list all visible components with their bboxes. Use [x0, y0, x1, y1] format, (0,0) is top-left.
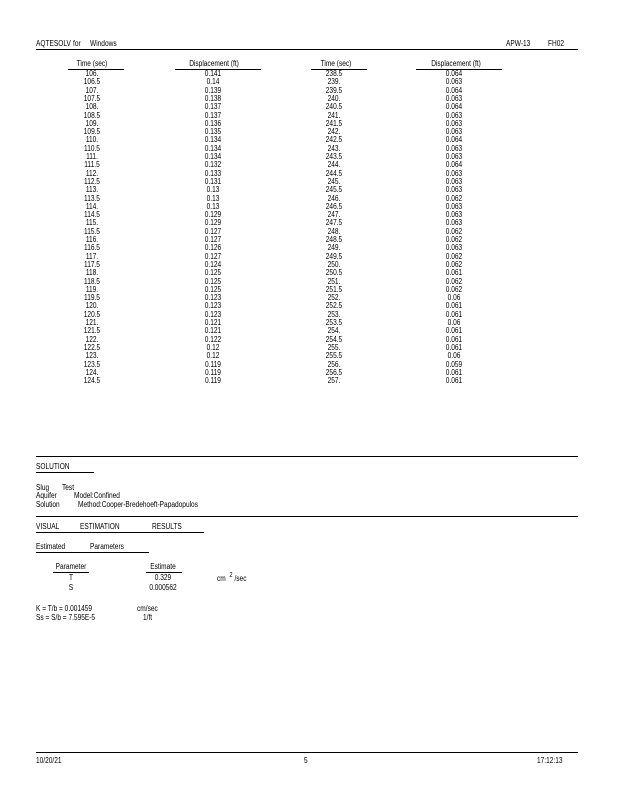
time-2-cell: 257. — [327, 376, 341, 386]
disp-2-cell: 0.063 — [445, 168, 463, 178]
disp-2-cell: 0.06 — [447, 293, 461, 303]
time-1-cell: 108. — [85, 102, 99, 112]
time-1-cell: 106.5 — [83, 77, 101, 87]
time-2-cell: 246. — [327, 193, 341, 203]
disp-2-cell: 0.063 — [445, 127, 463, 137]
time-1-cell: 111. — [86, 152, 98, 161]
time-1-cell: 107.5 — [83, 93, 101, 103]
time-2-cell: 249.5 — [325, 251, 343, 261]
time-2-cell: 244.5 — [325, 168, 343, 178]
time-1-cell: 115. — [85, 218, 99, 228]
footer-rule — [36, 752, 578, 753]
test-code: FH02 — [548, 39, 565, 48]
disp-1-cell: 0.137 — [204, 110, 222, 120]
time-2-cell: 241.5 — [325, 118, 343, 128]
disp-1-cell: 0.136 — [204, 118, 222, 128]
time-2-cell: 238.5 — [325, 69, 343, 78]
time-2-cell: 245.5 — [325, 185, 343, 195]
disp-1-cell: 0.125 — [204, 268, 222, 278]
disp-1-cell: 0.134 — [204, 152, 222, 161]
disp-2-cell: 0.062 — [445, 251, 463, 261]
time-1-cell: 124. — [85, 367, 99, 377]
time-1-cell: 122. — [85, 334, 99, 344]
estimation-word: ESTIMATION — [80, 522, 120, 531]
time-2-cell: 243.5 — [325, 152, 343, 161]
disp-2-cell: 0.062 — [445, 276, 463, 286]
time-2-cell: 246.5 — [325, 201, 343, 211]
time-1-cell: 120.5 — [83, 309, 101, 319]
time-1-cell: 110. — [85, 135, 99, 145]
disp-1-cell: 0.133 — [204, 168, 222, 178]
time-1-cell: 118.5 — [84, 276, 100, 286]
time-2-cell: 249. — [327, 243, 341, 253]
time-2-cell: 253.5 — [325, 318, 343, 327]
time-2-cell: 239.5 — [325, 85, 343, 95]
table-row — [0, 377, 618, 385]
disp-1-cell: 0.123 — [204, 309, 222, 319]
disp-1-cell: 0.12 — [206, 342, 220, 352]
time-1-cell: 119.5 — [84, 293, 100, 303]
time-2-cell: 252. — [327, 293, 341, 303]
disp-2-cell: 0.061 — [445, 342, 463, 352]
disp-2-cell: 0.063 — [445, 143, 463, 153]
disp-2-cell: 0.062 — [445, 226, 463, 236]
disp-1-cell: 0.119 — [205, 367, 221, 377]
K-unit: cm/sec — [137, 604, 158, 613]
disp-2-cell: 0.062 — [445, 235, 463, 244]
disp-2-cell: 0.061 — [445, 301, 463, 311]
time-1-cell: 121.5 — [83, 326, 101, 336]
solution-label: Solution — [36, 500, 60, 509]
time-2-cell: 245. — [327, 176, 341, 186]
time-2-cell: 248. — [327, 226, 341, 236]
for-label: for — [73, 39, 81, 48]
time-2-cell: 247.5 — [325, 218, 343, 228]
time-1-cell: 120. — [85, 301, 99, 311]
slug-label: Slug — [36, 483, 50, 492]
time-2-cell: 253. — [327, 309, 341, 319]
col-header-time-1: Time (sec) — [76, 59, 108, 68]
time-1-cell: 121. — [85, 318, 99, 327]
time-2-cell: 240. — [327, 93, 341, 103]
disp-2-cell: 0.063 — [445, 176, 463, 186]
col-header-disp-2: Displacement (ft) — [431, 59, 481, 68]
disp-2-cell: 0.063 — [445, 77, 463, 87]
disp-1-cell: 0.127 — [204, 235, 222, 244]
time-2-cell: 255. — [327, 342, 341, 352]
time-1-cell: 108.5 — [83, 110, 101, 120]
disp-2-cell: 0.062 — [445, 259, 463, 269]
param-T-unit: cm 2 /sec — [217, 572, 247, 583]
disp-2-cell: 0.064 — [445, 69, 463, 78]
disp-1-cell: 0.13 — [206, 201, 220, 211]
Ss-line: Ss = S/b = 7.595E-5 — [36, 613, 96, 622]
footer-page-number: 5 — [304, 756, 308, 765]
time-1-cell: 124.5 — [83, 376, 101, 386]
app-name: AQTESOLV — [36, 39, 71, 48]
disp-2-cell: 0.063 — [445, 218, 463, 228]
time-1-cell: 114.5 — [84, 210, 100, 220]
time-1-cell: 119. — [85, 284, 99, 294]
time-2-cell: 243. — [327, 143, 341, 153]
disp-2-cell: 0.061 — [445, 326, 463, 336]
disp-1-cell: 0.127 — [204, 226, 222, 236]
disp-2-cell: 0.063 — [445, 152, 463, 161]
disp-2-cell: 0.063 — [445, 118, 463, 128]
disp-2-cell: 0.06 — [447, 318, 461, 327]
disp-2-cell: 0.061 — [445, 268, 463, 278]
time-2-cell: 251. — [327, 276, 341, 286]
estimated-word: Estimated — [36, 542, 66, 551]
disp-1-cell: 0.121 — [204, 326, 222, 336]
time-2-cell: 256. — [327, 359, 341, 369]
param-T-value: 0.329 — [154, 573, 172, 582]
footer-time: 17:12:13 — [537, 756, 563, 765]
visual-heading-underline — [36, 532, 204, 533]
param-T-name: T — [68, 573, 73, 582]
time-1-cell: 116.5 — [84, 243, 100, 253]
param-S-name: S — [68, 583, 74, 592]
disp-1-cell: 0.129 — [204, 210, 222, 220]
time-1-cell: 107. — [85, 85, 99, 95]
disp-2-cell: 0.064 — [445, 102, 463, 112]
slug-value: Test — [62, 483, 75, 492]
disp-1-cell: 0.141 — [204, 69, 222, 78]
disp-1-cell: 0.125 — [204, 276, 222, 286]
disp-1-cell: 0.121 — [204, 318, 222, 327]
disp-1-cell: 0.122 — [204, 334, 222, 344]
time-2-cell: 241. — [327, 110, 341, 120]
disp-1-cell: 0.138 — [204, 93, 222, 103]
disp-1-cell: 0.123 — [204, 301, 222, 311]
K-line: K = T/b = 0.001459 — [36, 604, 93, 613]
time-1-cell: 112.5 — [84, 176, 100, 186]
disp-1-cell: 0.139 — [204, 85, 222, 95]
time-2-cell: 242. — [327, 127, 341, 137]
disp-1-cell: 0.126 — [204, 243, 222, 253]
disp-2-cell: 0.064 — [445, 135, 463, 145]
disp-2-cell: 0.063 — [445, 201, 463, 211]
time-1-cell: 113. — [85, 185, 99, 195]
param-S-value: 0.000562 — [149, 583, 177, 592]
solution-rule — [36, 516, 578, 517]
time-2-cell: 256.5 — [325, 367, 343, 377]
time-2-cell: 255.5 — [325, 351, 343, 361]
disp-2-cell: 0.061 — [445, 367, 463, 377]
time-2-cell: 254.5 — [325, 334, 343, 344]
time-2-cell: 252.5 — [325, 301, 343, 311]
time-2-cell: 254. — [327, 326, 341, 336]
time-2-cell: 242.5 — [325, 135, 343, 145]
table-end-rule — [36, 456, 578, 457]
disp-1-cell: 0.134 — [204, 143, 222, 153]
disp-2-cell: 0.063 — [445, 243, 463, 253]
disp-2-cell: 0.062 — [445, 193, 463, 203]
disp-2-cell: 0.061 — [445, 376, 463, 386]
disp-2-cell: 0.063 — [445, 93, 463, 103]
col-header-time-2: Time (sec) — [320, 59, 352, 68]
time-1-cell: 113.5 — [84, 193, 100, 203]
disp-1-cell: 0.137 — [204, 102, 222, 112]
disp-1-cell: 0.129 — [204, 218, 222, 228]
time-1-cell: 117. — [85, 251, 99, 261]
estimate-col-header: Estimate — [150, 562, 176, 571]
solution-heading-underline — [36, 472, 94, 473]
footer-date: 10/20/21 — [36, 756, 62, 765]
disp-1-cell: 0.131 — [204, 176, 222, 186]
aquifer-value: Model:Confined — [74, 491, 120, 500]
disp-1-cell: 0.135 — [204, 127, 222, 137]
disp-1-cell: 0.13 — [206, 185, 220, 195]
data-table — [0, 60, 618, 460]
disp-2-cell: 0.063 — [445, 185, 463, 195]
time-1-cell: 118. — [85, 268, 99, 278]
time-1-cell: 114. — [85, 201, 99, 211]
time-2-cell: 239. — [327, 77, 341, 87]
time-1-cell: 122.5 — [83, 342, 101, 352]
time-1-cell: 109.5 — [83, 127, 101, 137]
disp-1-cell: 0.119 — [205, 359, 221, 369]
disp-1-cell: 0.14 — [206, 77, 220, 87]
time-1-cell: 106. — [85, 69, 99, 78]
time-1-cell: 110.5 — [84, 143, 100, 153]
solution-value: Method:Cooper-Bredehoeft-Papadopulos — [78, 500, 198, 509]
disp-1-cell: 0.123 — [204, 293, 222, 303]
disp-1-cell: 0.13 — [206, 193, 220, 203]
parameters-word: Parameters — [90, 542, 124, 551]
header-rule — [36, 49, 578, 50]
disp-1-cell: 0.132 — [204, 160, 222, 170]
time-2-cell: 250.5 — [325, 268, 343, 278]
aquifer-label: Aquifer — [36, 491, 57, 500]
time-2-cell: 247. — [327, 210, 341, 220]
disp-2-cell: 0.064 — [445, 160, 463, 170]
param-col-header: Parameter — [55, 562, 87, 571]
disp-1-cell: 0.124 — [204, 259, 222, 269]
disp-1-cell: 0.125 — [204, 284, 222, 294]
time-1-cell: 115.5 — [84, 226, 100, 236]
disp-2-cell: 0.06 — [447, 351, 461, 361]
time-2-cell: 250. — [327, 259, 341, 269]
disp-2-cell: 0.061 — [445, 334, 463, 344]
time-1-cell: 123. — [85, 351, 99, 361]
time-1-cell: 112. — [85, 168, 99, 178]
time-1-cell: 123.5 — [83, 359, 101, 369]
disp-2-cell: 0.062 — [445, 284, 463, 294]
visual-word: VISUAL — [36, 522, 60, 531]
disp-2-cell: 0.063 — [445, 210, 463, 220]
disp-2-cell: 0.063 — [445, 110, 463, 120]
disp-2-cell: 0.061 — [445, 309, 463, 319]
time-2-cell: 248.5 — [325, 235, 343, 244]
disp-1-cell: 0.12 — [206, 351, 220, 361]
time-1-cell: 117.5 — [84, 259, 100, 269]
col-header-disp-1: Displacement (ft) — [189, 59, 239, 68]
disp-2-cell: 0.059 — [445, 359, 463, 369]
time-2-cell: 251.5 — [325, 284, 343, 294]
disp-1-cell: 0.127 — [204, 251, 222, 261]
time-1-cell: 111.5 — [84, 160, 100, 170]
well-id: APW-13 — [506, 39, 531, 48]
disp-1-cell: 0.119 — [205, 376, 221, 386]
time-1-cell: 116. — [85, 235, 99, 244]
os-label: Windows — [90, 39, 117, 48]
time-2-cell: 244. — [327, 160, 341, 170]
disp-2-cell: 0.064 — [445, 85, 463, 95]
time-2-cell: 240.5 — [325, 102, 343, 112]
disp-1-cell: 0.134 — [204, 135, 222, 145]
time-1-cell: 109. — [85, 118, 99, 128]
Ss-unit: 1/ft — [143, 613, 153, 622]
results-word: RESULTS — [152, 522, 182, 531]
solution-heading: SOLUTION — [36, 462, 70, 471]
estimated-heading-underline — [36, 552, 149, 553]
